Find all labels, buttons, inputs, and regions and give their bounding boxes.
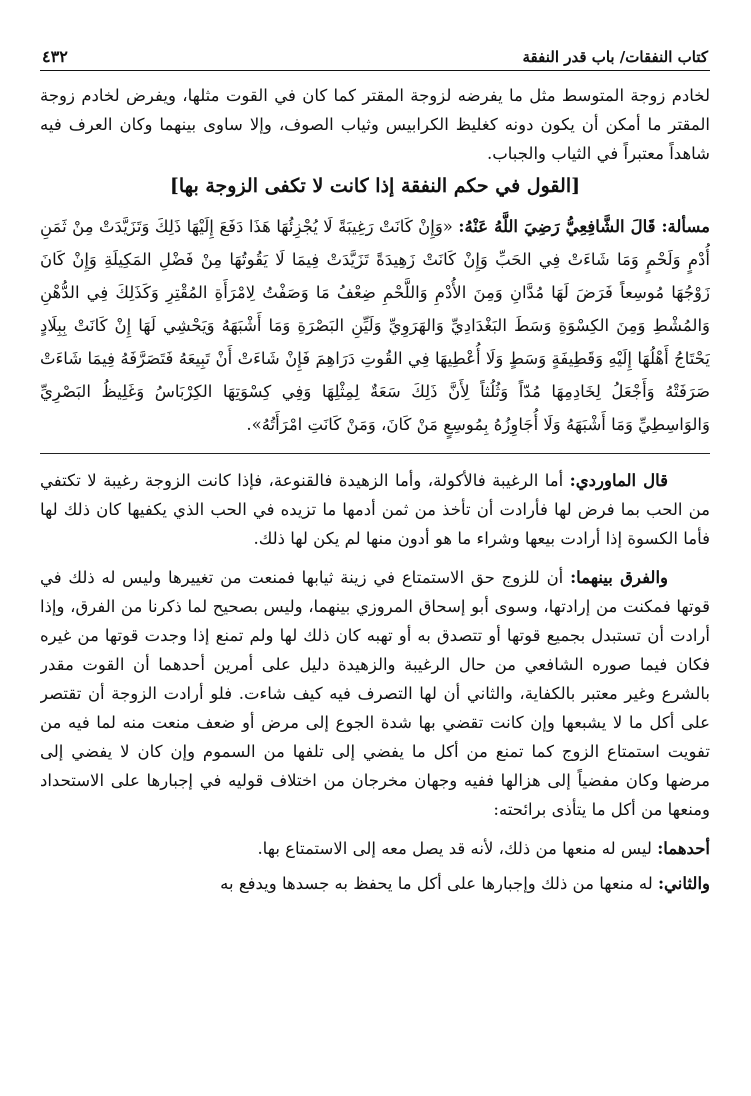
item-lead: أحدهما: (657, 839, 710, 858)
masala-text: «وَإِنْ كَانَتْ رَغِيبَةً لَا يُجْزِئُهَا هَذَا دَفَعَ إِلَيْهَا ذَلِكَ وَتَزَيَّدَتْ مِنْ ثَمَنِ أُدْمٍ وَلَحْمٍ وَمَا شَاءَتْ فِي الحَبِّ وَإِنْ كَانَتْ زَهِيدَةً تَزَيَّدَتْ فِيمَا لَا يَقُوتُهَا مِنْ فَضْلِ المَكِيلَةِ وَإِنْ كَانَ زَوْجُهَا مُوسِعاً فَرَضَ لَهَا مُدَّانِ وَمِنَ الأُدْمِ وَاللَّحْمِ ضِعْفُ مَا وَصَفْتُ لِامْرَأَةِ المُقْتِرِ وَكَذَلِكَ فِي الدُّهْنِ وَالمُشْطِ وَمِنَ الكِسْوَةِ وَسَطَ البَغْدَادِيِّ وَالهَرَوِيِّ وَلَيِّنِ البَصْرَةِ وَمَا أَشْبَهَهُ وَيَحْشِي لَهَا إِنْ كَانَتْ بِبِلَادٍ يَحْتَاجُ أَهْلُهَا إِلَيْهِ وَقَطِيفَةٍ وَسَطٍ وَلَا أُعْطِيهَا فِي القُوتِ دَرَاهِمَ فَإِنْ شَاءَتْ أَنْ تَبِيعَهُ فَتَصَرَّفَهُ فِيمَا شَاءَتْ صَرَفَتْهُ وَأَجْعَلُ لِخَادِمِهَا مُدّاً وَثُلُثاً لِأَنَّ ذَلِكَ سَعَةٌ لِمِثْلِهَا وَفِي كِسْوَتِهَا الكِرْبَاسُ وَغَلِيظُ البَصْرِيِّ وَالوَاسِطِيِّ وَمَا أَشْبَهَهُ وَلَا أُجَاوِزُهُ بِمُوسِعٍ مَنْ كَانَ، وَمَنْ كَانَتِ امْرَأَتُهُ». (40, 217, 710, 434)
item-text: ليس له منعها من ذلك، لأنه قد يصل معه إلى الاستمتاع بها. (257, 839, 652, 858)
opinion-item (40, 869, 710, 898)
paragraph-lead: قال الماوردي: (569, 471, 668, 490)
masala-paragraph (40, 210, 710, 441)
section-heading: [القول في حكم النفقة إذا كانت لا تكفى الزوجة بها] (169, 175, 581, 197)
book-page (40, 36, 710, 1076)
paragraph-lead: والفرق بينهما: (570, 568, 668, 587)
masala-lead: مسألة: قَالَ الشَّافِعِيُّ رَضِيَ اللَّهُ عَنْهُ: (458, 217, 710, 236)
page-number: ٤٣٢ (42, 47, 68, 66)
header-rule (40, 70, 710, 71)
commentary-paragraph (40, 466, 710, 553)
paragraph-text: أن للزوج حق الاستمتاع في زينة ثيابها فمنعت من تغييرها وليس له ذلك في قوتها فمكنت من إرادتها، وسوى أبو إسحاق المروزي بينهما، وليس بصحيح لما ذكرنا من الفرق، وإذا أرادت أن تستبدل بجميع قوتها أو تتصدق به أو تهبه كان ذلك لها ولم تمنع إذا وجدت قوتها من غيره فكان فيما صوره الشافعي من حال الرغيبة والزهيدة دليل على أمرين أحدهما أن القوت مقدر بالشرع وغير معتبر بالكفاية، والثاني أن لها التصرف فيه كيف شاءت. فلو أرادت الزوجة أن تقتصر على أكل ما لا يشبعها وإن كانت تقضي بها شدة الجوع إلى مرض أو ضعف منعت منه لما فيه من تفويت استمتاع الزوج كما تمنع من أكل ما يفضي إلى تلفها من السموم وإن كان لا يفضي إلى مرضها وكان مفضياً إلى هزالها ففيه وجهان مخرجان من اختلاف قوليه في إجبارها على الاستحداد ومنعها من أكل ما يتأذى برائحته: (40, 568, 710, 819)
item-lead: والثاني: (657, 874, 710, 893)
commentary-paragraph (40, 563, 710, 824)
item-text: له منعها من ذلك وإجبارها على أكل ما يحفظ به جسدها ويدفع به (220, 874, 653, 893)
page-header (40, 36, 710, 68)
paragraph-text: أما الرغيبة فالأكولة، وأما الزهيدة فالقنوعة، فإذا كانت الزوجة رغيبة لا تكتفي من الحب بما فرض لها فأرادت أن تأخذ من ثمن أدمها ما تزيده في الحب الذي يكفيها كان ذلك لها فأما الكسوة إذا أرادت بيعها وشراء ما هو أدون منها لم يكن لها ذلك. (40, 471, 710, 548)
opinion-item (40, 834, 710, 863)
section-divider (40, 453, 710, 454)
intro-paragraph: لخادم زوجة المتوسط مثل ما يفرضه لزوجة المقتر كما كان في القوت مثلها، ويفرض لخادم زوجة المقتر ما أمكن أن يكون دونه كغليظ الكرابيس وثياب الصوف، وإلا ساوى بينهما وكان العرف فيه شاهداً معتبراً في الثياب والجباب. (40, 86, 710, 163)
running-title: كتاب النفقات/ باب قدر النفقة (522, 48, 708, 66)
